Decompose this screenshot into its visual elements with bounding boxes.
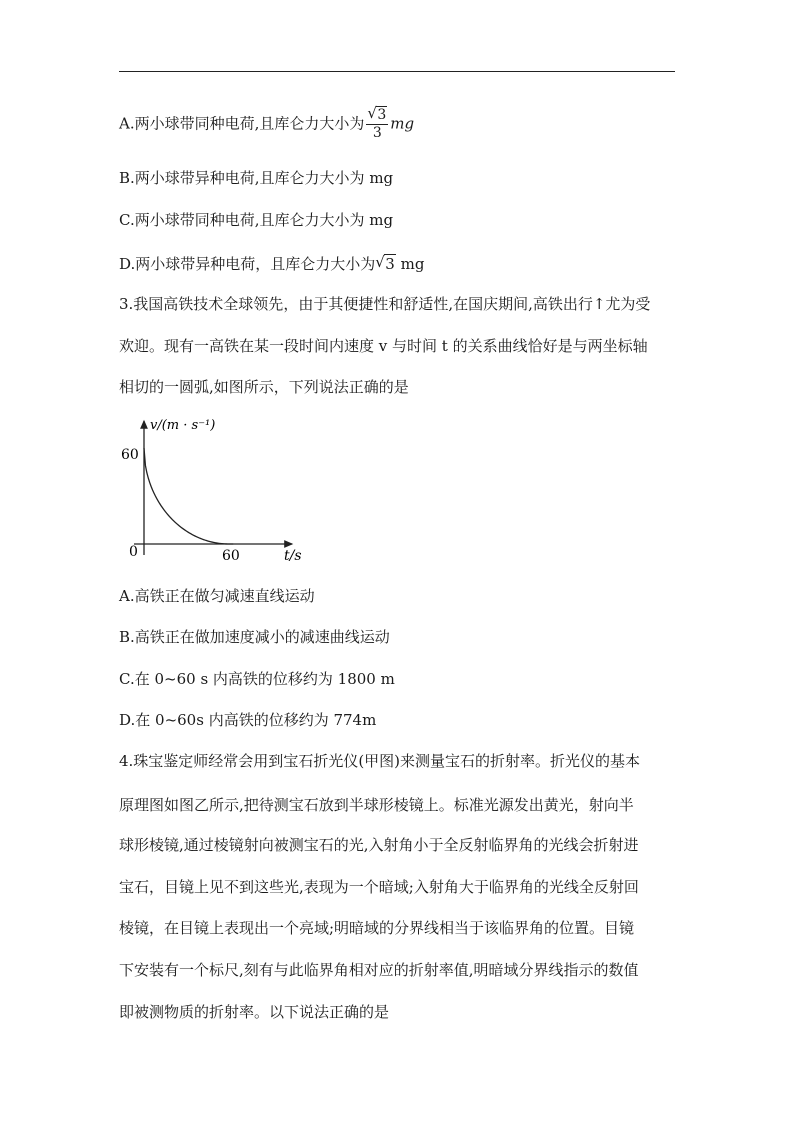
x-axis-label: t/s (284, 548, 302, 564)
q3-option-a: A.高铁正在做匀减速直线运动 (119, 587, 315, 605)
q2-option-c: C.两小球带同种电荷,且库仑力大小为 mg (119, 211, 394, 229)
q4-line-1: 4.珠宝鉴定师经常会用到宝石折光仪(甲图)来测量宝石的折射率。折光仪的基本 (119, 752, 641, 770)
q4-line-3: 球形棱镜,通过棱镜射向被测宝石的光,入射角小于全反射临界角的光线会折射进 (119, 836, 639, 854)
q3-line-3: 相切的一圆弧,如图所示，下列说法正确的是 (119, 378, 409, 396)
velocity-curve (144, 448, 233, 544)
origin-label: 0 (129, 544, 138, 560)
q4-line-4: 宝石，目镜上见不到这些光,表现为一个暗域;入射角大于临界角的光线全反射回 (119, 878, 639, 896)
y-tick-label: 60 (121, 447, 139, 463)
fraction: √ 3 3 (367, 104, 387, 141)
velocity-time-graph (112, 415, 312, 570)
q3-line-2: 欢迎。现有一高铁在某一段时间内速度 v 与时间 t 的关系曲线恰好是与两坐标轴 (119, 337, 648, 355)
q3-option-c: C.在 0~60 s 内高铁的位移约为 1800 m (119, 670, 395, 688)
header-rule (119, 71, 675, 72)
q2-option-a: A.两小球带同种电荷,且库仑力大小为 √ 3 3 mg (119, 104, 415, 141)
q3-option-b: B.高铁正在做加速度减小的减速曲线运动 (119, 628, 390, 646)
sqrt-3: √ 3 (375, 253, 395, 273)
x-tick-label: 60 (222, 548, 240, 564)
q4-line-7: 即被测物质的折射率。以下说法正确的是 (119, 1003, 390, 1021)
q3-option-d: D.在 0~60s 内高铁的位移约为 774m (119, 711, 377, 729)
q4-line-2: 原理图如图乙所示,把待测宝石放到半球形棱镜上。标准光源发出黄光，射向半 (119, 796, 634, 814)
y-axis-label: v/(m · s⁻¹) (150, 418, 216, 433)
q3-line-1: 3.我国高铁技术全球领先，由于其便捷性和舒适性,在国庆期间,高铁出行↑尤为受 (119, 295, 651, 313)
q2-option-d: D.两小球带异种电荷，且库仑力大小为 √ 3 mg (119, 253, 425, 273)
q2-option-b: B.两小球带异种电荷,且库仑力大小为 mg (119, 169, 394, 187)
q4-line-5: 棱镜，在目镜上表现出一个亮域;明暗域的分界线相当于该临界角的位置。目镜 (119, 919, 635, 937)
q4-line-6: 下安装有一个标尺,刻有与此临界角相对应的折射率值,明暗域分界线指示的数值 (119, 961, 639, 979)
